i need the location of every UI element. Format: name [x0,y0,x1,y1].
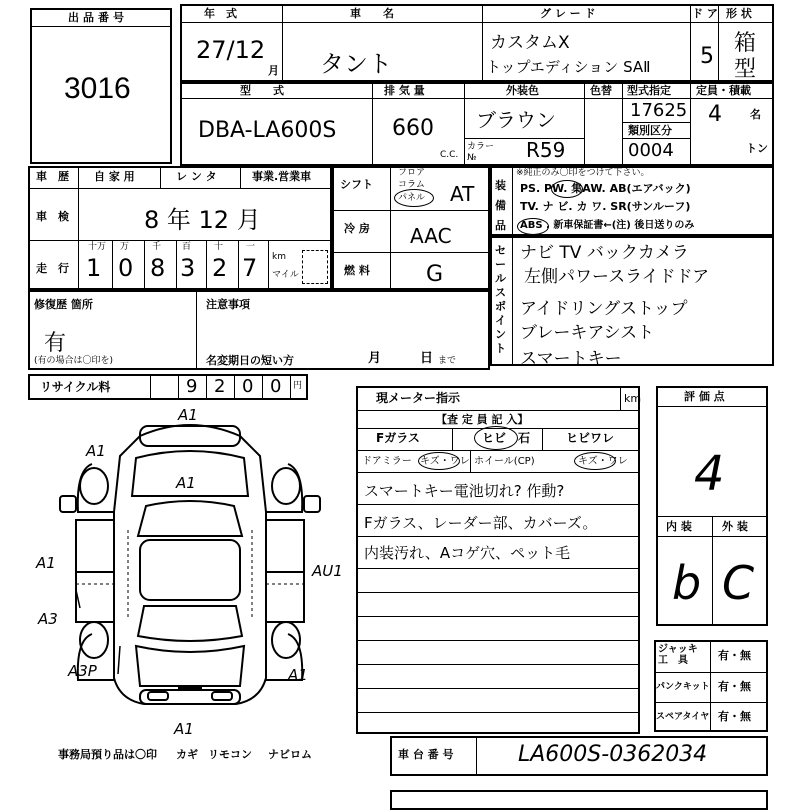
body-value-1: 箱 [734,31,757,56]
wheel-kizu: キズ・ワレ [578,456,628,467]
inspector-note: Fガラス、レーダー部、カバーズ。 [364,514,598,532]
recycle-digit: 2 [214,376,226,397]
model-spec-label: 型式指定 [627,84,671,97]
mileage-digit: 3 [180,254,196,282]
mark-front-left: A1 [86,442,106,460]
mark-hood: A1 [176,474,196,492]
tool-spare-value: 有・無 [718,710,751,723]
mirror-kizu: キズ・ワレ [420,456,470,467]
tool-spare: スペアタイヤ [656,712,710,722]
rental: レ ン タ [176,170,217,183]
year-label: 年 式 [204,7,237,20]
ishi-label: 石 [518,431,531,445]
year-value: 27/12 [196,36,266,64]
business-use: 事業.営業車 [252,170,312,183]
ton-unit: トン [746,142,768,155]
capacity-unit: 名 [750,108,761,121]
color-value: ブラウン [476,108,556,132]
notice-label: 注意事項 [206,298,250,311]
overall-score: 4 [694,446,725,502]
key-label: カギ [176,748,198,761]
car-damage-diagram [28,400,352,744]
repair-note: (有の場合は〇印を) [34,356,114,366]
body-value-2: 型 [734,57,757,82]
ac-label: 冷 房 [344,222,370,235]
type-label: 型 式 [240,84,284,97]
body-label: 形 状 [726,7,752,20]
tool-puncture: パンクキット [656,682,710,692]
cc-unit: C.C. [440,150,459,160]
shift-label: シフト [340,178,373,191]
tool-puncture-value: 有・無 [718,680,751,693]
recycle-digit: 9 [186,376,198,397]
hibiware-label: ヒビワレ [566,431,615,445]
km-unit: km [272,252,286,262]
inspector-note: 内装汚れ、Aコゲ穴、ペット毛 [364,544,571,562]
recycle-label: リサイクル料 [40,380,111,394]
exterior-score: C [722,556,755,610]
inspection-value: 8 年 12 月 [144,206,261,234]
capacity-value: 4 [708,102,722,127]
interior-label: 内 装 [666,520,692,533]
color-code-value: R59 [526,138,566,162]
equipment-side-label: 装備品 [495,179,506,232]
doors-label: ド ア [692,7,718,20]
private-use: 自 家 用 [94,170,135,183]
wheel-label: ホイール(CP) [474,456,535,467]
mark-top: A1 [178,406,198,424]
equipment-line-2: TV. ナ ビ. カ ワ. SR(サンルーフ) [520,200,691,213]
exterior-label: 外 装 [722,520,748,533]
mark-right-1: AU1 [312,562,343,580]
doors-value: 5 [700,44,714,69]
selling-point: ナビ TV バックカメラ [520,243,689,263]
car-name-value: タント [320,50,392,78]
mark-left-3: A3P [68,662,97,680]
navi-label: ナビロム [268,748,312,761]
mileage-label: 走 行 [36,262,69,275]
displacement-value: 660 [392,116,434,141]
name-change-label: 名変期日の短い方 [206,354,294,367]
inspector-header: 【査 定 員 記 入】 [436,413,529,426]
equipment-line-3: ABS . 新車保証書←(注) 後日送りのみ [520,220,695,231]
mark-left-1: A1 [36,554,56,572]
chassis-label: 車 台 番 号 [398,748,454,761]
mileage-digit: 7 [242,254,258,282]
capacity-label: 定員・積載 [696,84,751,97]
selling-point: アイドリングストップ [520,299,688,319]
chassis-value: LA600S-0362034 [518,742,708,767]
month-label: 月 [368,351,382,366]
mark-right-2: A1 [288,666,308,684]
day-label: 日 [420,351,434,366]
lot-header: 出品番号 [68,11,128,24]
shift-floor: フロア [398,168,426,178]
mile-unit: マイル [272,270,299,280]
inspection-label: 車 検 [36,210,69,223]
lot-number: 3016 [64,72,131,105]
car-name-label: 車 名 [350,7,394,20]
mileage-digit: 0 [118,254,134,282]
selling-point: ブレーキアシスト [520,323,655,343]
mark-bottom: A1 [174,720,194,738]
repair-label: 修復歴 箇所 [34,298,93,311]
fuel-label: 燃 料 [344,264,370,277]
type-value: DBA-LA600S [198,118,337,143]
mirror-label: ドアミラー [362,456,412,467]
color-swap-label: 色替 [590,84,612,97]
fglass-label: Fガラス [376,431,420,445]
mileage-digit: 1 [86,254,102,282]
color-code-label: カラー № [467,142,495,163]
hibi-label: ヒビ [482,431,507,445]
equipment-note: ※純正のみ〇印をつけて下さい。 [516,168,650,178]
grade-value-2: トップエディション SAⅡ [486,58,651,76]
meter-km: km [624,392,642,405]
grade-label: グ レ ー ド [540,7,596,20]
inspector-note: スマートキー電池切れ? 作動? [364,482,565,500]
tool-jack-value: 有・無 [718,649,751,662]
until-label: まで [438,356,457,366]
office-note: 事務局預り品は〇印 [58,748,157,761]
recycle-digit: 0 [270,376,282,397]
mileage-grid: 十万 万 千 百 十 一 1 0 8 3 2 7 [86,242,258,282]
shift-panel: パネル [398,193,426,203]
grade-box-label: 評 価 点 [684,390,725,403]
category-label: 類別区分 [628,124,672,137]
mileage-digit: 8 [150,254,166,282]
category-value: 0004 [628,140,674,161]
mark-left-2: A3 [38,610,58,628]
shift-value: AT [450,182,475,206]
interior-score: b [672,556,702,610]
history-label: 車 歴 [36,170,69,183]
shift-column: コラム [398,180,425,190]
remote-label: リモコン [208,748,252,761]
model-spec-value: 17625 [630,100,688,121]
repair-value: 有 [44,331,67,356]
fuel-value: G [426,262,444,287]
meter-label: 現メーター指示 [376,391,461,405]
displacement-label: 排 気 量 [384,84,425,97]
recycle-digit: 0 [242,376,254,397]
selling-side-label: セールスポイント [495,244,506,355]
grade-value-1: カスタムX [490,33,570,53]
bottom-row [390,790,768,810]
ac-value: AAC [410,224,452,248]
month-suffix: 月 [268,64,279,77]
tool-jack: ジャッキ 工 具 [658,644,698,666]
selling-point: スマートキー [520,349,622,369]
selling-point: 左側パワースライドドア [524,267,710,287]
ext-color-label: 外装色 [506,84,539,97]
yen-unit: 円 [293,381,303,391]
mileage-digit: 2 [212,254,228,282]
equipment-line-1: PS. PW. 集AW. AB(エアバック) [520,182,691,195]
